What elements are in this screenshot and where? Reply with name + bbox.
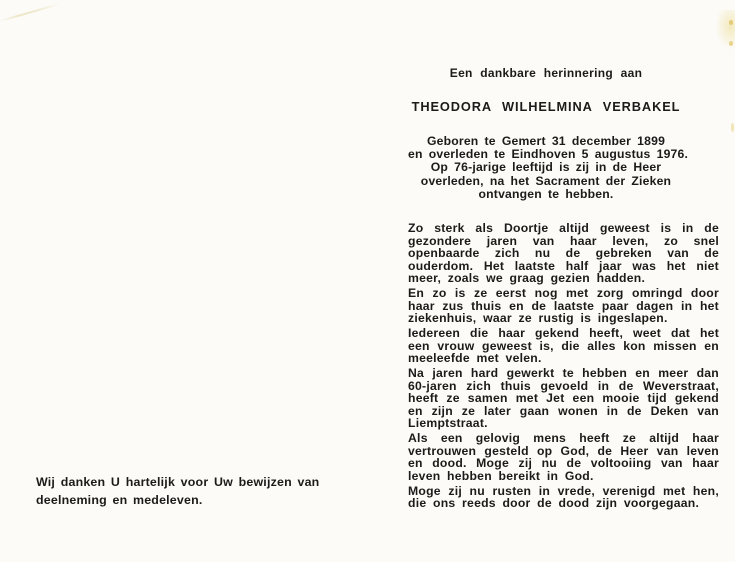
paper-crease-mark [0,3,60,22]
deceased-name: THEODORA WILHELMINA VERBAKEL [411,99,681,114]
acknowledgement-line: deelneming en medeleven. [36,492,203,507]
memorial-paragraph: En zo is ze eerst nog met zorg omringd door haar zus thuis en de laatste paar dagen in het ziekenhuis, waar ze rustig is ingeslapen. [408,286,719,326]
intro-line: overleden, na het Sacrament der Zieken [420,173,672,188]
dedication-heading: Een dankbare herinnering aan [449,66,643,80]
memorial-paragraph: Iedereen die haar gekend heeft, weet dat het een vrouw geweest is, die alles kon missen en meeleefde met velen. [408,326,719,366]
memorial-paragraph: Zo sterk als Doortje altijd geweest is in de gezondere jaren van haar leven, zo snel openbaarde zich nu de gebreken van de ouderdom. Het laatste half jaar was het niet meer, zoals we graag gezien hadden. [408,221,719,286]
acknowledgement-block [36,474,319,509]
memorial-text-column [408,67,719,512]
memorial-paragraph: Na jaren hard gewerkt te hebben en meer dan 60-jaren zich thuis gevoeld in de Weverstraat, heeft ze samen met Jet een mooie tijd gekend en zijn ze later gaan wonen in de Deken van Liemptstraat. [408,366,719,431]
acknowledgement-line: Wij danken U hartelijk voor Uw bewijzen van [36,475,320,489]
life-dates-block [408,134,689,201]
paper-stain-dot [729,20,733,25]
intro-line: ontvangen te hebben. [478,186,614,201]
memorial-paragraph: Moge zij nu rusten in vrede, verenigd met hen, die ons reeds door de dood zijn voorgegaan. [408,483,719,511]
paper-stain-dot [731,123,734,132]
paper-stain-smudge [715,10,735,50]
memorial-header-group [408,66,689,201]
intro-line: en overleden te Eindhoven 5 augustus 1976. [408,147,689,162]
memorial-paragraph: Als een gelovig mens heeft ze altijd haar vertrouwen gesteld op God, de Heer van leven en dood. Moge zij nu de voltooiing van haar leven hebben bereikt in God. [408,431,719,483]
intro-line: Geboren te Gemert 31 december 1899 [426,134,666,148]
paper-stain-dot [729,41,733,46]
memorial-body [408,222,719,510]
intro-line: Op 76-jarige leeftijd is zij in de Heer [430,160,662,175]
